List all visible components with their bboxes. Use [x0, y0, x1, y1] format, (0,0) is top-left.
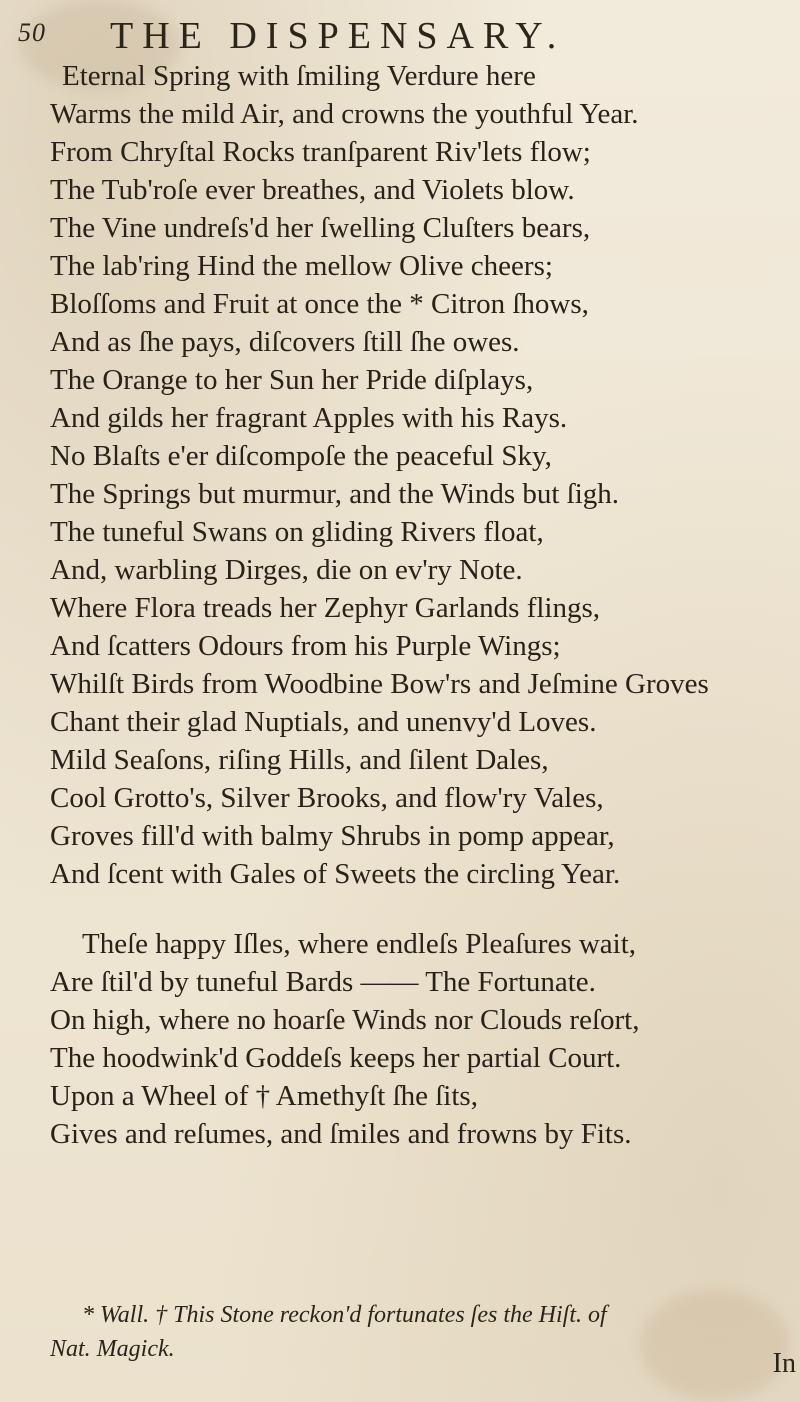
- verse-line: Bloſſoms and Fruit at once the * Citron ſhows,: [50, 288, 589, 320]
- verse-line: And as ſhe pays, diſcovers ſtill ſhe owes.: [50, 326, 520, 358]
- catchword: In: [772, 1348, 796, 1379]
- verse-line: The tuneful Swans on gliding Rivers float,: [50, 516, 544, 548]
- verse-line: Eternal Spring with ſmiling Verdure here: [62, 60, 536, 92]
- verse-line: And gilds her fragrant Apples with his Rays.: [50, 402, 568, 434]
- footnote-line: * Wall. † This Stone reckon'd fortunates ſes the Hiſt. of: [82, 1302, 607, 1328]
- verse-line: The lab'ring Hind the mellow Olive cheers;: [50, 250, 553, 282]
- page-number: 50: [18, 18, 46, 47]
- verse-line: Groves fill'd with balmy Shrubs in pomp appear,: [50, 820, 615, 852]
- verse-line: Cool Grotto's, Silver Brooks, and flow'ry Vales,: [50, 782, 604, 814]
- running-title: THE DISPENSARY.: [110, 15, 566, 57]
- verse-line: Chant their glad Nuptials, and unenvy'd Loves.: [50, 706, 597, 738]
- verse-line: The Tub'roſe ever breathes, and Violets blow.: [50, 174, 575, 206]
- verse-line: From Chryſtal Rocks tranſparent Riv'lets flow;: [50, 136, 591, 168]
- page-header: [18, 8, 780, 58]
- verse-line: The Orange to her Sun her Pride diſplays,: [50, 364, 534, 396]
- verse-line: And ſcatters Odours from his Purple Wings;: [50, 630, 561, 662]
- verse-line: Theſe happy Iſles, where endleſs Pleaſures wait,: [82, 928, 637, 960]
- verse-line: Where Flora treads her Zephyr Garlands flings,: [50, 592, 600, 624]
- verse-line: Mild Seaſons, riſing Hills, and ſilent Dales,: [50, 744, 549, 776]
- verse-line: Upon a Wheel of † Amethyſt ſhe ſits,: [50, 1080, 478, 1112]
- verse-line: And ſcent with Gales of Sweets the circling Year.: [50, 858, 621, 890]
- verse-line: The Springs but murmur, and the Winds but ſigh.: [50, 478, 620, 510]
- verse-line: Gives and reſumes, and ſmiles and frowns by Fits.: [50, 1118, 632, 1150]
- footnote-line: Nat. Magick.: [50, 1336, 175, 1362]
- verse-line: And, warbling Dirges, die on ev'ry Note.: [50, 554, 523, 586]
- verse-line: The Vine undreſs'd her ſwelling Cluſters bears,: [50, 212, 591, 244]
- footnotes: [0, 1302, 800, 1372]
- verse-line: On high, where no hoarſe Winds nor Clouds reſort,: [50, 1004, 640, 1036]
- verse-line: The hoodwink'd Goddeſs keeps her partial Court.: [50, 1042, 622, 1074]
- verse-line: No Blaſts e'er diſcompoſe the peaceful Sky,: [50, 440, 552, 472]
- verse-line: Warms the mild Air, and crowns the youthful Year.: [50, 98, 639, 130]
- verse-line: Whilſt Birds from Woodbine Bow'rs and Jeſmine Groves: [50, 668, 709, 700]
- verse-line: Are ſtil'd by tuneful Bards —— The Fortunate.: [50, 966, 596, 998]
